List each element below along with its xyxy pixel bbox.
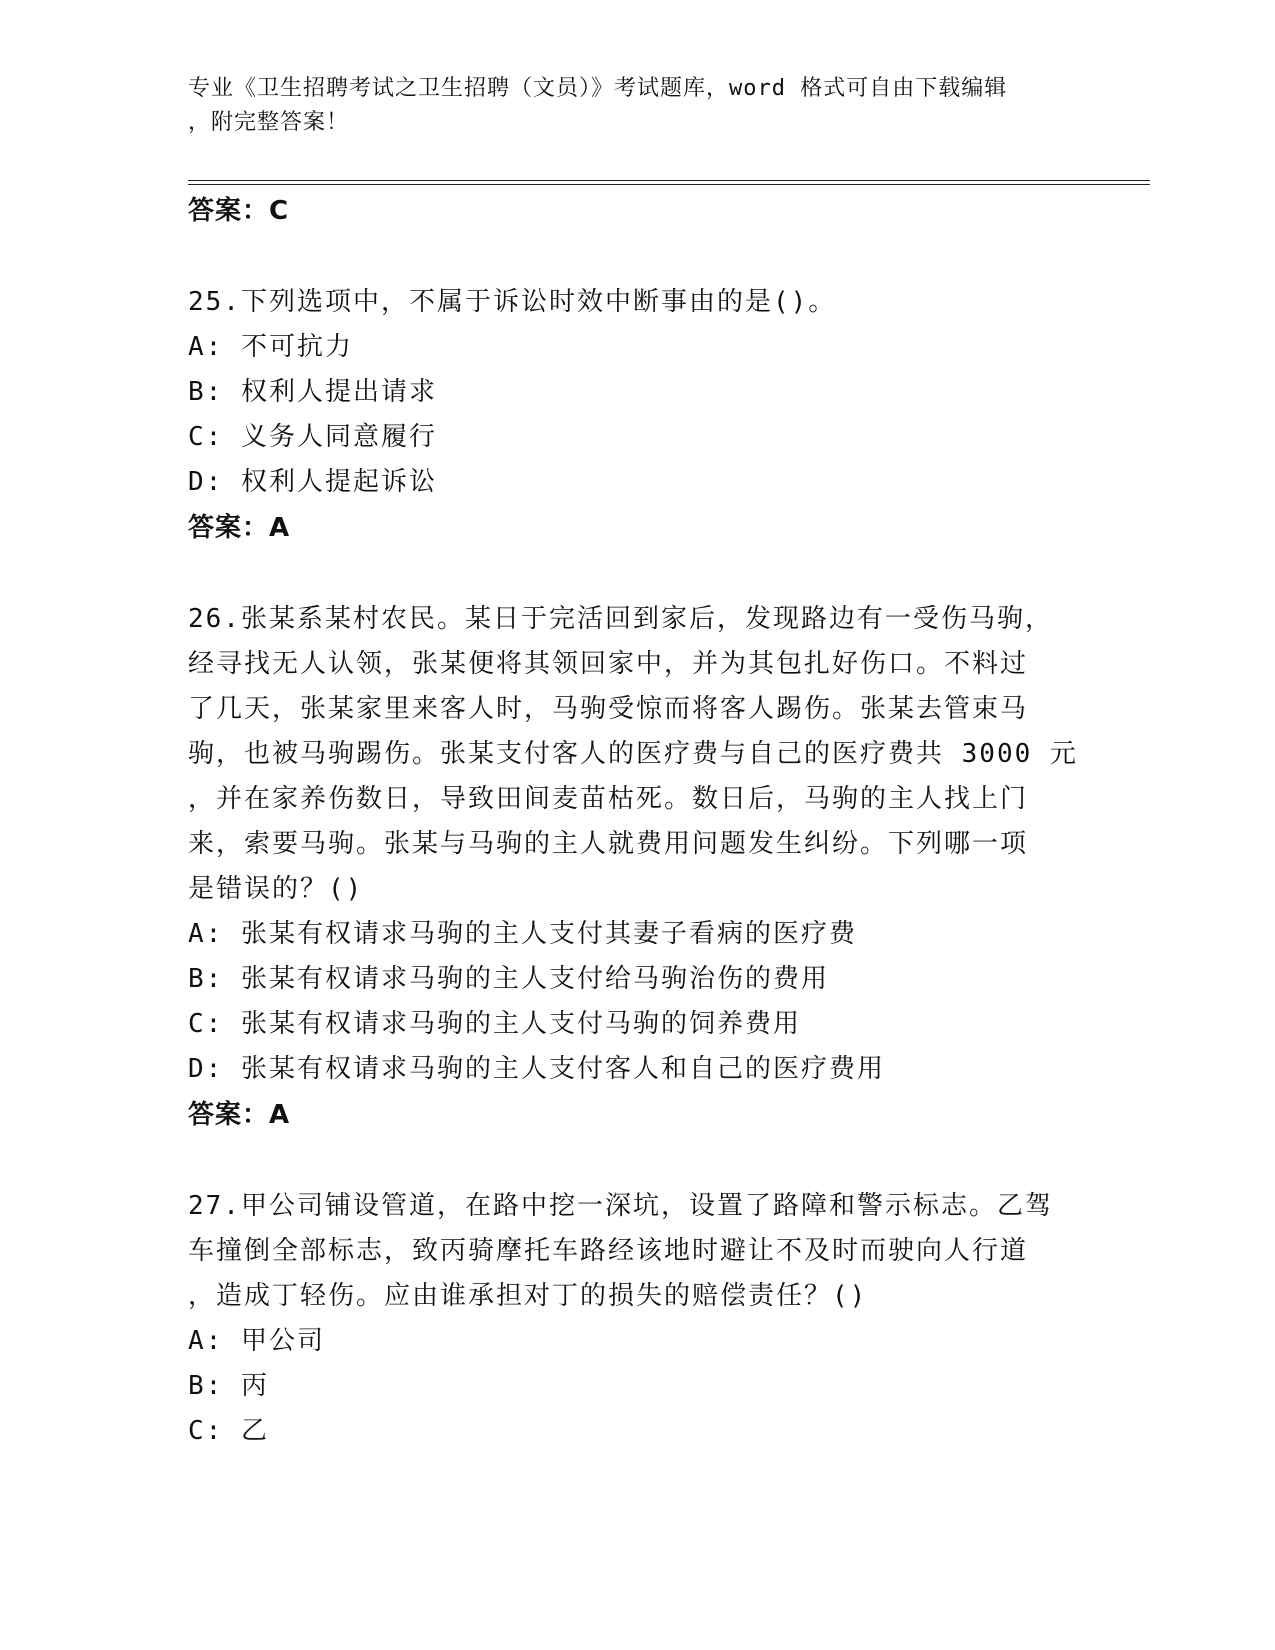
option-c: C: 张某有权请求马驹的主人支付马驹的饲养费用 xyxy=(188,1009,801,1039)
stem-line: 驹，也被马驹踢伤。张某支付客人的医疗费与自己的医疗费共 3000 元 xyxy=(188,739,1078,769)
question-26 xyxy=(188,597,1078,1138)
question-27 xyxy=(188,1184,1078,1454)
stem-line: ，造成丁轻伤。应由谁承担对丁的损失的赔偿责任？() xyxy=(188,1281,868,1311)
document-header xyxy=(188,72,1068,140)
question-list xyxy=(188,188,1078,1454)
option-a: A: 甲公司 xyxy=(188,1326,325,1356)
header-divider xyxy=(188,180,1150,181)
spacer xyxy=(188,551,1078,597)
option-b: B: 权利人提出请求 xyxy=(188,377,437,407)
answer-label: 答案：C xyxy=(188,196,290,226)
option-d: D: 权利人提起诉讼 xyxy=(188,467,437,497)
option-d: D: 张某有权请求马驹的主人支付客人和自己的医疗费用 xyxy=(188,1054,885,1084)
question-25 xyxy=(188,280,1078,551)
answer-label: 答案：A xyxy=(188,1100,291,1130)
stem-line: 车撞倒全部标志，致丙骑摩托车路经该地时避让不及时而驶向人行道 xyxy=(188,1236,1029,1266)
stem-line: ，并在家养伤数日，导致田间麦苗枯死。数日后，马驹的主人找上门 xyxy=(188,784,1029,814)
stem-line: 是错误的？() xyxy=(188,874,364,904)
option-a: A: 不可抗力 xyxy=(188,332,353,362)
option-a: A: 张某有权请求马驹的主人支付其妻子看病的医疗费 xyxy=(188,919,857,949)
header-divider-second xyxy=(188,184,1150,185)
question-stem xyxy=(188,597,1078,912)
stem-line: 了几天，张某家里来客人时，马驹受惊而将客人踢伤。张某去管束马 xyxy=(188,694,1029,724)
option-c: C: 义务人同意履行 xyxy=(188,422,437,452)
spacer xyxy=(188,234,1078,280)
stem-line: 26.张某系某村农民。某日于完活回到家后，发现路边有一受伤马驹， xyxy=(188,604,1053,634)
stem-line: 来，索要马驹。张某与马驹的主人就费用问题发生纠纷。下列哪一项 xyxy=(188,829,1029,859)
header-line-2: ，附完整答案！ xyxy=(188,110,350,135)
stem-line: 经寻找无人认领，张某便将其领回家中，并为其包扎好伤口。不料过 xyxy=(188,649,1029,679)
question-stem xyxy=(188,1184,1078,1319)
option-b: B: 丙 xyxy=(188,1371,269,1401)
header-line-1: 专业《卫生招聘考试之卫生招聘（文员）》考试题库，word 格式可自由下载编辑 xyxy=(188,76,1008,101)
stem-line: 27.甲公司铺设管道，在路中挖一深坑，设置了路障和警示标志。乙驾 xyxy=(188,1191,1053,1221)
option-b: B: 张某有权请求马驹的主人支付给马驹治伤的费用 xyxy=(188,964,829,994)
option-c: C: 乙 xyxy=(188,1416,269,1446)
spacer xyxy=(188,1138,1078,1184)
question-stem: 25.下列选项中，不属于诉讼时效中断事由的是()。 xyxy=(188,287,837,317)
answer-label: 答案：A xyxy=(188,513,291,543)
